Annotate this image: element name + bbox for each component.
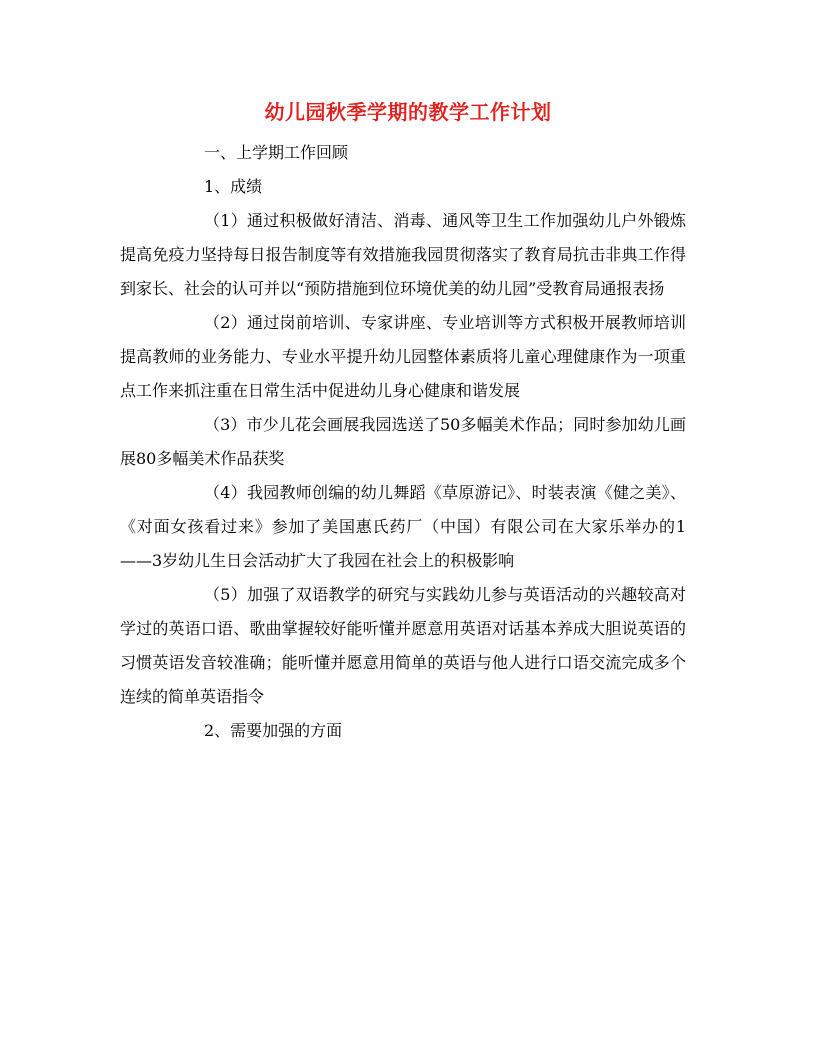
paragraph-3: （3）市少儿花会画展我园选送了50多幅美术作品；同时参加幼儿画展80多幅美术作品获奖	[120, 415, 686, 468]
paragraph-2: （2）通过岗前培训、专家讲座、专业培训等方式积极开展教师培训提高教师的业务能力、专业水平提升幼儿园整体素质将儿童心理健康作为一项重点工作来抓注重在日常生活中促进幼儿身心健康和谐发展	[120, 313, 686, 400]
document-body	[120, 136, 686, 748]
subsection-heading-2: 2、需要加强的方面	[204, 721, 343, 740]
section-heading: 一、上学期工作回顾	[204, 143, 349, 162]
paragraph-5: （5）加强了双语教学的研究与实践幼儿参与英语活动的兴趣较高对学过的英语口语、歌曲掌握较好能听懂并愿意用英语对话基本养成大胆说英语的习惯英语发音较准确；能听懂并愿意用简单的英语与他人进行口语交流完成多个连续的简单英语指令	[120, 585, 686, 706]
paragraph-4: （4）我园教师创编的幼儿舞蹈《草原游记》、时装表演《健之美》、《对面女孩看过来》参加了美国惠氏药厂（中国）有限公司在大家乐举办的1——3岁幼儿生日会活动扩大了我园在社会上的积极影响	[120, 483, 686, 570]
document-title: 幼儿园秋季学期的教学工作计划	[264, 100, 552, 124]
paragraph-1: （1）通过积极做好清洁、消毒、通风等卫生工作加强幼儿户外锻炼提高免疫力坚持每日报告制度等有效措施我园贯彻落实了教育局抗击非典工作得到家长、社会的认可并以“预防措施到位环境优美的幼儿园”受教育局通报表扬	[120, 211, 686, 298]
subsection-heading: 1、成绩	[204, 177, 263, 196]
